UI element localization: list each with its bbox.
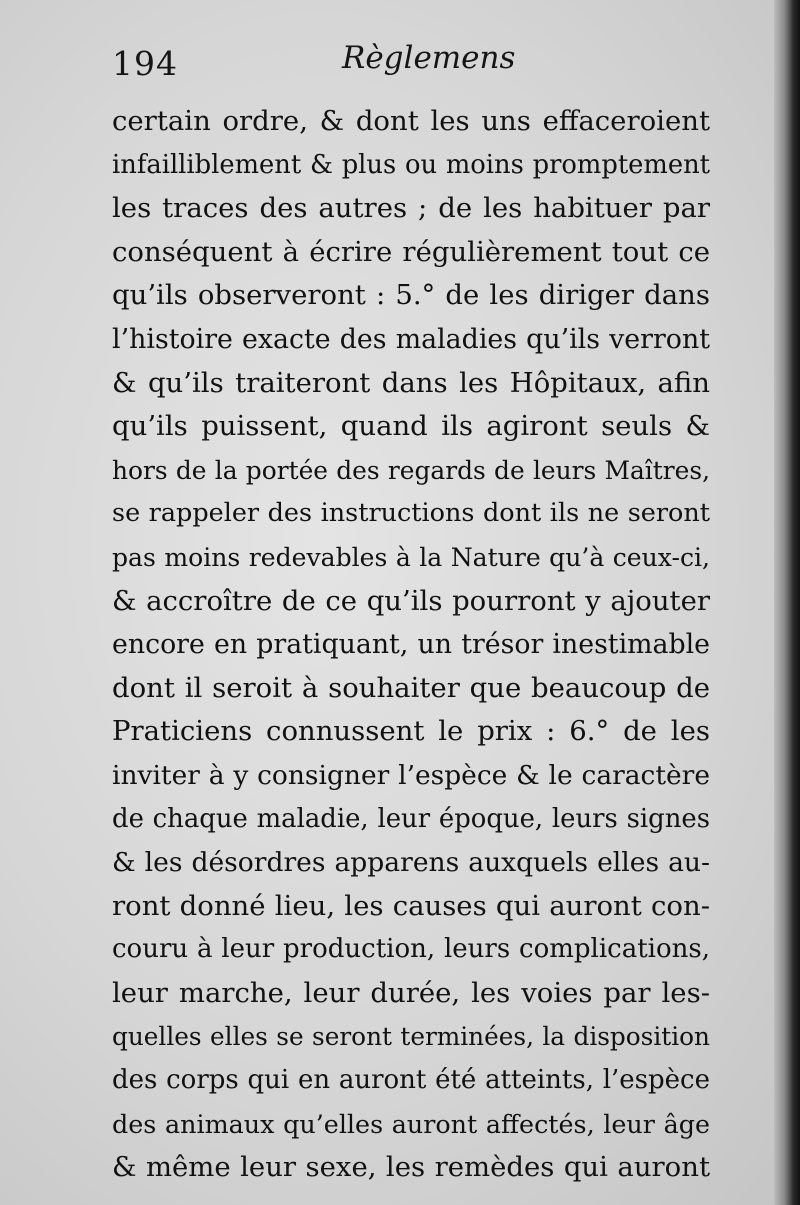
text-line: pas moins redevables à la Nature qu’à ceux-ci, [112,542,710,572]
text-line: de chaque maladie, leur époque, leurs signes [112,803,710,834]
text-line: ront donné lieu, les causes qui auront con- [112,889,710,922]
text-line: & les désordres apparens auxquels elles au- [112,847,710,879]
text-line: conséquent à écrire régulièrement tout ce [112,235,710,268]
page-number: 194 [112,44,178,83]
running-title: Règlemens [342,40,516,76]
text-line: encore en pratiquant, un trésor inestimable [112,629,710,661]
text-line: les traces des autres ; de les habituer par [112,192,710,225]
page-gutter-shadow [774,0,800,1205]
text-line: qu’ils puissent, quand ils agiront seuls & [112,410,710,443]
text-line: & même leur sexe, les remèdes qui auront [112,1151,710,1184]
text-line: des animaux qu’elles auront affectés, leur âge [112,1108,710,1139]
text-line: dont il seroit à souhaiter que beaucoup de [112,671,710,704]
text-line: & accroître de ce qu’ils pourront y ajouter [112,584,710,617]
text-line: l’histoire exacte des maladies qu’ils verront [112,323,710,355]
text-line: qu’ils observeront : 5.° de les diriger dans [112,279,710,312]
text-line: certain ordre, & dont les uns effaceroient [112,105,710,137]
text-line: leur marche, leur durée, les voies par les- [112,976,710,1009]
text-line: des corps qui en auront été atteints, l’espèce [112,1065,710,1096]
text-line: hors de la portée des regards de leurs Maîtres, [112,455,710,485]
text-line: & qu’ils traiteront dans les Hôpitaux, afin [112,366,710,399]
text-line: inviter à y consigner l’espèce & le caractère [112,759,710,791]
page-header [112,38,712,88]
body-text [112,100,710,1190]
text-line: se rappeler des instructions dont ils ne seront [112,498,710,529]
text-line: infailliblement & plus ou moins promptement [112,149,710,180]
text-line: quelles elles se seront terminées, la disposition [112,1022,710,1052]
text-line: couru à leur production, leurs complications, [112,934,710,965]
text-line: Praticiens connussent le prix : 6.° de les [112,715,710,748]
